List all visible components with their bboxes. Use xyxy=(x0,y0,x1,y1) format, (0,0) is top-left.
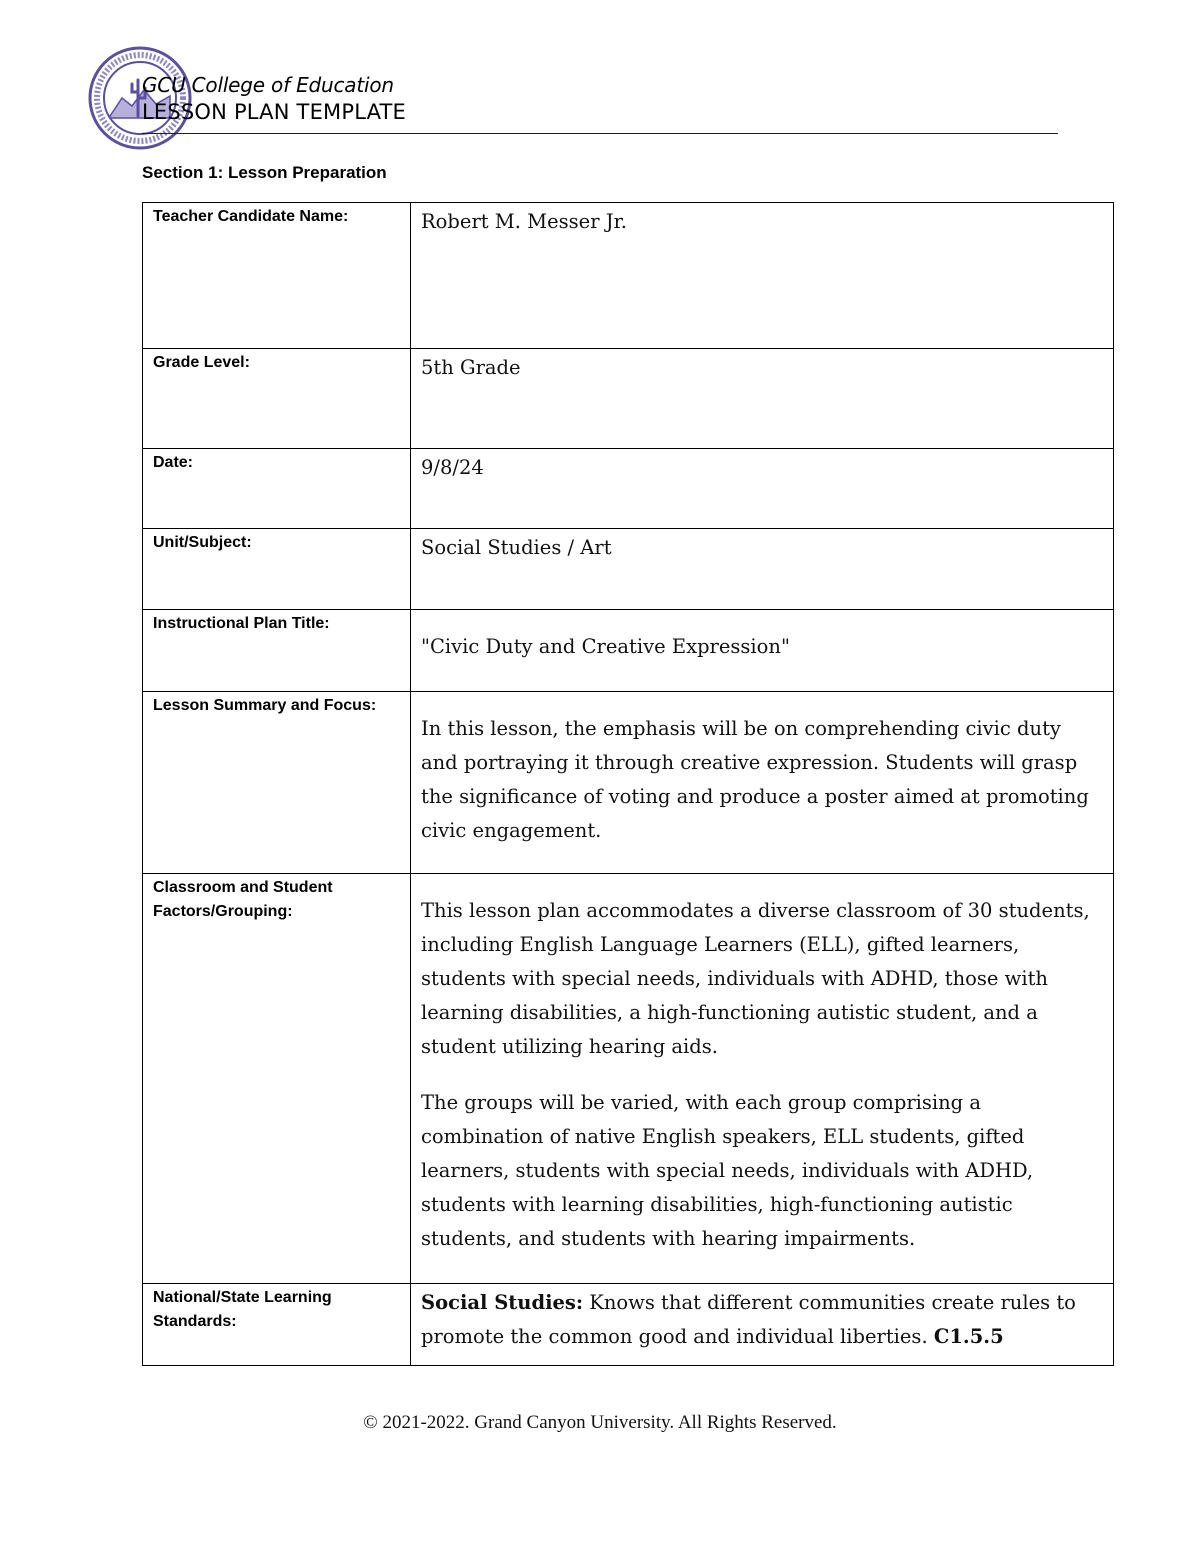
date-value: 9/8/24 xyxy=(411,449,1114,529)
section-heading: Section 1: Lesson Preparation xyxy=(142,163,387,182)
table-row-teacher xyxy=(143,203,1114,349)
table-row-summary xyxy=(143,692,1114,874)
plan-title-value: "Civic Duty and Creative Expression" xyxy=(411,610,1114,692)
standards-text: Knows that different communities create rules to promote the common good and individual liberties. xyxy=(421,1291,1076,1348)
table-row-grade xyxy=(143,349,1114,449)
unit-subject-label: Unit/Subject: xyxy=(143,529,411,610)
factors-label: Classroom and Student Factors/Grouping: xyxy=(143,874,411,1284)
template-title: LESSON PLAN TEMPLATE xyxy=(142,100,407,124)
table-row-unit xyxy=(143,529,1114,610)
plan-title-label: Instructional Plan Title: xyxy=(143,610,411,692)
factors-value xyxy=(411,874,1114,1284)
factors-paragraph-1: This lesson plan accommodates a diverse classroom of 30 students, including English Language Learners (ELL), gifted learners, students with special needs, individuals with ADHD, those with learning disabilities, a high-functioning autistic student, and a student utilizing hearing aids. xyxy=(421,899,1090,1058)
copyright-footer: © 2021-2022. Grand Canyon University. All Rights Reserved. xyxy=(363,1412,837,1433)
college-name: GCU College of Education xyxy=(142,73,394,97)
grade-level-value: 5th Grade xyxy=(411,349,1114,449)
grade-level-label: Grade Level: xyxy=(143,349,411,449)
teacher-name-value: Robert M. Messer Jr. xyxy=(411,203,1114,349)
standards-value xyxy=(411,1284,1114,1366)
standards-label: National/State Learning Standards: xyxy=(143,1284,411,1366)
factors-paragraph-2: The groups will be varied, with each group comprising a combination of native English speakers, ELL students, gifted learners, students with special needs, individuals with ADHD, students with learning disabilities, high-functioning autistic students, and students with hearing impairments. xyxy=(421,1091,1034,1250)
lesson-preparation-table xyxy=(142,202,1114,1366)
summary-value: In this lesson, the emphasis will be on comprehending civic duty and portraying it through creative expression. Students will grasp the significance of voting and produce a poster aimed at promoting civic engagement. xyxy=(411,692,1114,874)
table-row-date xyxy=(143,449,1114,529)
document-header xyxy=(142,72,406,126)
table-row-title xyxy=(143,610,1114,692)
teacher-name-label: Teacher Candidate Name: xyxy=(143,203,411,349)
header-divider xyxy=(142,133,1058,134)
table-row-standards xyxy=(143,1284,1114,1366)
summary-label: Lesson Summary and Focus: xyxy=(143,692,411,874)
date-label: Date: xyxy=(143,449,411,529)
standards-code: C1.5.5 xyxy=(933,1325,1004,1348)
standards-subject: Social Studies: xyxy=(421,1291,584,1314)
unit-subject-value: Social Studies / Art xyxy=(411,529,1114,610)
table-row-factors xyxy=(143,874,1114,1284)
